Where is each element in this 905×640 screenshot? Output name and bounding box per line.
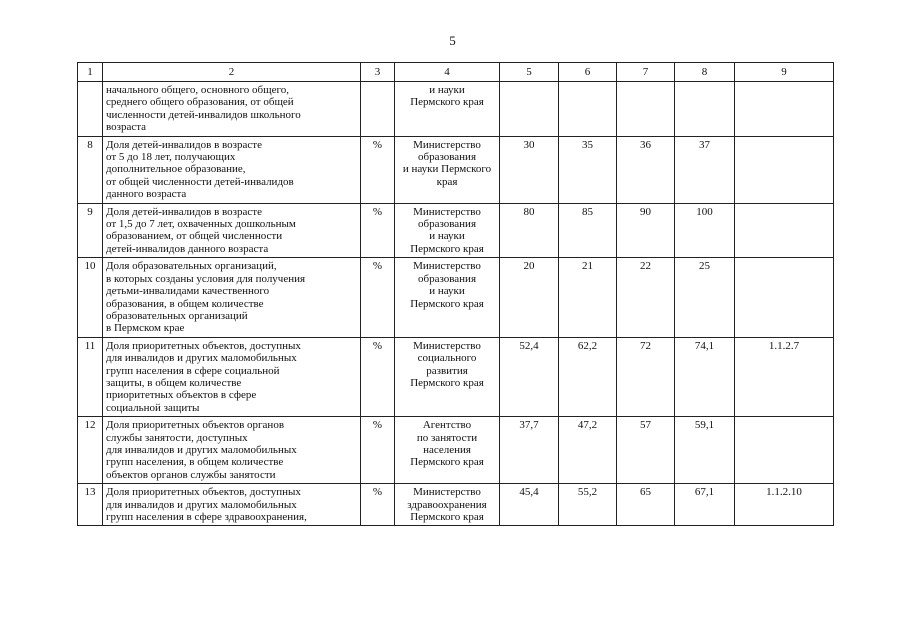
responsible-executor-line: образования — [417, 218, 477, 231]
table-row — [78, 82, 834, 137]
responsible-executor-line: Министерство — [413, 260, 481, 273]
indicator-name-line: групп населения, в общем количестве — [106, 456, 284, 469]
row-number: 8 — [78, 136, 103, 203]
value-col-7: 57 — [617, 417, 675, 484]
responsible-executor-line: Пермского края — [410, 456, 484, 469]
responsible-executor-line: и науки — [429, 285, 465, 298]
unit-cell: % — [361, 484, 395, 526]
page-number: 5 — [449, 33, 456, 48]
responsible-executor — [395, 417, 500, 484]
indicator-name — [103, 258, 361, 337]
unit-cell: % — [361, 417, 395, 484]
header-cell-2: 2 — [103, 63, 361, 82]
indicator-name-line: от 5 до 18 лет, получающих — [106, 151, 236, 164]
value-col-7: 22 — [617, 258, 675, 337]
responsible-executor-line: и науки Пермского — [402, 163, 492, 176]
value-col-8: 100 — [675, 203, 735, 258]
indicator-name-line: образовательных организаций — [106, 309, 248, 322]
indicator-name-line: для инвалидов и других маломобильных — [106, 443, 297, 456]
responsible-executor-line: Пермского края — [410, 242, 484, 255]
responsible-executor — [395, 203, 500, 258]
row-number: 9 — [78, 203, 103, 258]
responsible-executor-line: Министерство — [413, 486, 481, 499]
responsible-executor-line: и науки — [429, 84, 465, 96]
unit-cell: % — [361, 258, 395, 337]
unit-cell — [361, 82, 395, 137]
indicator-name-line: Доля приоритетных объектов органов — [106, 419, 285, 432]
responsible-executor-line: Пермского края — [410, 297, 484, 310]
indicator-name-line: защиты, в общем количестве — [106, 376, 242, 389]
responsible-executor-line: и науки — [429, 230, 465, 243]
responsible-executor-line: Министерство — [413, 339, 481, 352]
reference-code — [735, 258, 834, 337]
indicator-name — [103, 337, 361, 416]
indicator-name-line: объектов органов службы занятости — [106, 468, 276, 481]
value-col-7: 36 — [617, 136, 675, 203]
indicator-name-line: Доля образовательных организаций, — [106, 260, 277, 273]
indicator-name-line: образования, в общем количестве — [106, 297, 264, 310]
indicator-name-line: образованием, от общей численности — [106, 230, 283, 243]
table-body — [78, 82, 834, 526]
value-col-6: 21 — [559, 258, 617, 337]
indicator-name-line: в Пермском крае — [106, 322, 185, 335]
header-cell-5: 5 — [500, 63, 559, 82]
value-col-7: 65 — [617, 484, 675, 526]
table-row — [78, 484, 834, 526]
responsible-executor-line: здравоохранения — [407, 498, 487, 511]
responsible-executor-line: Агентство — [422, 419, 472, 432]
indicator-name-line: Доля приоритетных объектов, доступных — [106, 486, 301, 499]
value-col-5 — [500, 82, 559, 137]
table-row — [78, 258, 834, 337]
value-col-5: 80 — [500, 203, 559, 258]
indicator-name — [103, 136, 361, 203]
indicator-name-line: от 1,5 до 7 лет, охваченных дошкольным — [106, 218, 296, 231]
responsible-executor — [395, 484, 500, 526]
responsible-executor — [395, 337, 500, 416]
responsible-executor — [395, 258, 500, 337]
unit-cell: % — [361, 203, 395, 258]
indicators-table — [77, 62, 834, 526]
row-number — [78, 82, 103, 137]
table-row — [78, 337, 834, 416]
responsible-executor-line: образования — [417, 151, 477, 164]
value-col-6: 47,2 — [559, 417, 617, 484]
row-number: 10 — [78, 258, 103, 337]
header-cell-8: 8 — [675, 63, 735, 82]
value-col-8: 74,1 — [675, 337, 735, 416]
value-col-6: 62,2 — [559, 337, 617, 416]
table-row — [78, 136, 834, 203]
header-cell-6: 6 — [559, 63, 617, 82]
responsible-executor-line: социального — [417, 352, 477, 365]
value-col-5: 37,7 — [500, 417, 559, 484]
unit-cell: % — [361, 337, 395, 416]
table-row — [78, 417, 834, 484]
indicator-name-line: начального общего, основного общего, — [106, 84, 289, 96]
value-col-8 — [675, 82, 735, 137]
indicator-name-line: Доля детей-инвалидов в возрасте — [106, 138, 262, 151]
responsible-executor-line: Министерство — [413, 138, 481, 151]
header-row — [78, 63, 834, 82]
value-col-8: 59,1 — [675, 417, 735, 484]
value-col-5: 30 — [500, 136, 559, 203]
indicator-name-line: возраста — [106, 121, 147, 134]
indicator-name-line: для инвалидов и других маломобильных — [106, 498, 297, 511]
reference-code — [735, 82, 834, 137]
responsible-executor — [395, 136, 500, 203]
responsible-executor-line: развития — [426, 364, 468, 377]
indicator-name-line: для инвалидов и других маломобильных — [106, 352, 297, 365]
value-col-6 — [559, 82, 617, 137]
row-number: 12 — [78, 417, 103, 484]
responsible-executor-line: края — [436, 175, 458, 188]
responsible-executor-line: Пермского края — [410, 96, 484, 109]
indicator-name-line: приоритетных объектов в сфере — [106, 389, 257, 402]
value-col-8: 67,1 — [675, 484, 735, 526]
value-col-8: 37 — [675, 136, 735, 203]
indicator-name-line: численности детей-инвалидов школьного — [106, 108, 301, 121]
header-cell-3: 3 — [361, 63, 395, 82]
header-cell-4: 4 — [395, 63, 500, 82]
indicator-name-line: в которых созданы условия для получения — [106, 272, 306, 285]
responsible-executor-line: по занятости — [416, 431, 478, 444]
indicator-name-line: Доля приоритетных объектов, доступных — [106, 339, 301, 352]
reference-code: 1.1.2.10 — [735, 484, 834, 526]
unit-cell: % — [361, 136, 395, 203]
value-col-5: 52,4 — [500, 337, 559, 416]
value-col-6: 85 — [559, 203, 617, 258]
value-col-7: 90 — [617, 203, 675, 258]
indicator-name-line: групп населения в сфере здравоохранения, — [106, 511, 307, 523]
indicator-name-line: детей-инвалидов данного возраста — [106, 242, 269, 255]
reference-code — [735, 417, 834, 484]
indicator-name-line: данного возраста — [106, 188, 187, 201]
value-col-5: 45,4 — [500, 484, 559, 526]
responsible-executor-line: населения — [423, 443, 471, 456]
responsible-executor-line: Министерство — [413, 205, 481, 218]
value-col-7: 72 — [617, 337, 675, 416]
indicator-name-line: групп населения в сфере социальной — [106, 364, 280, 377]
reference-code: 1.1.2.7 — [735, 337, 834, 416]
indicator-name-line: детьми-инвалидами качественного — [106, 285, 270, 298]
row-number: 13 — [78, 484, 103, 526]
responsible-executor — [395, 82, 500, 137]
indicator-name-line: от общей численности детей-инвалидов — [106, 175, 294, 188]
indicator-name — [103, 203, 361, 258]
indicator-name-line: среднего общего образования, от общей — [106, 96, 294, 109]
table-row — [78, 203, 834, 258]
indicator-name-line: службы занятости, доступных — [106, 431, 248, 444]
value-col-6: 35 — [559, 136, 617, 203]
value-col-7 — [617, 82, 675, 137]
row-number: 11 — [78, 337, 103, 416]
indicator-name-line: Доля детей-инвалидов в возрасте — [106, 205, 262, 218]
header-cell-7: 7 — [617, 63, 675, 82]
responsible-executor-line: Пермского края — [410, 511, 484, 523]
reference-code — [735, 203, 834, 258]
header-cell-1: 1 — [78, 63, 103, 82]
responsible-executor-line: Пермского края — [410, 376, 484, 389]
header-cell-9: 9 — [735, 63, 834, 82]
indicator-name-line: социальной защиты — [106, 401, 200, 414]
value-col-5: 20 — [500, 258, 559, 337]
indicator-name — [103, 484, 361, 526]
responsible-executor-line: образования — [417, 272, 477, 285]
value-col-6: 55,2 — [559, 484, 617, 526]
indicator-name — [103, 417, 361, 484]
indicator-name — [103, 82, 361, 137]
reference-code — [735, 136, 834, 203]
value-col-8: 25 — [675, 258, 735, 337]
indicator-name-line: дополнительное образование, — [106, 163, 246, 176]
